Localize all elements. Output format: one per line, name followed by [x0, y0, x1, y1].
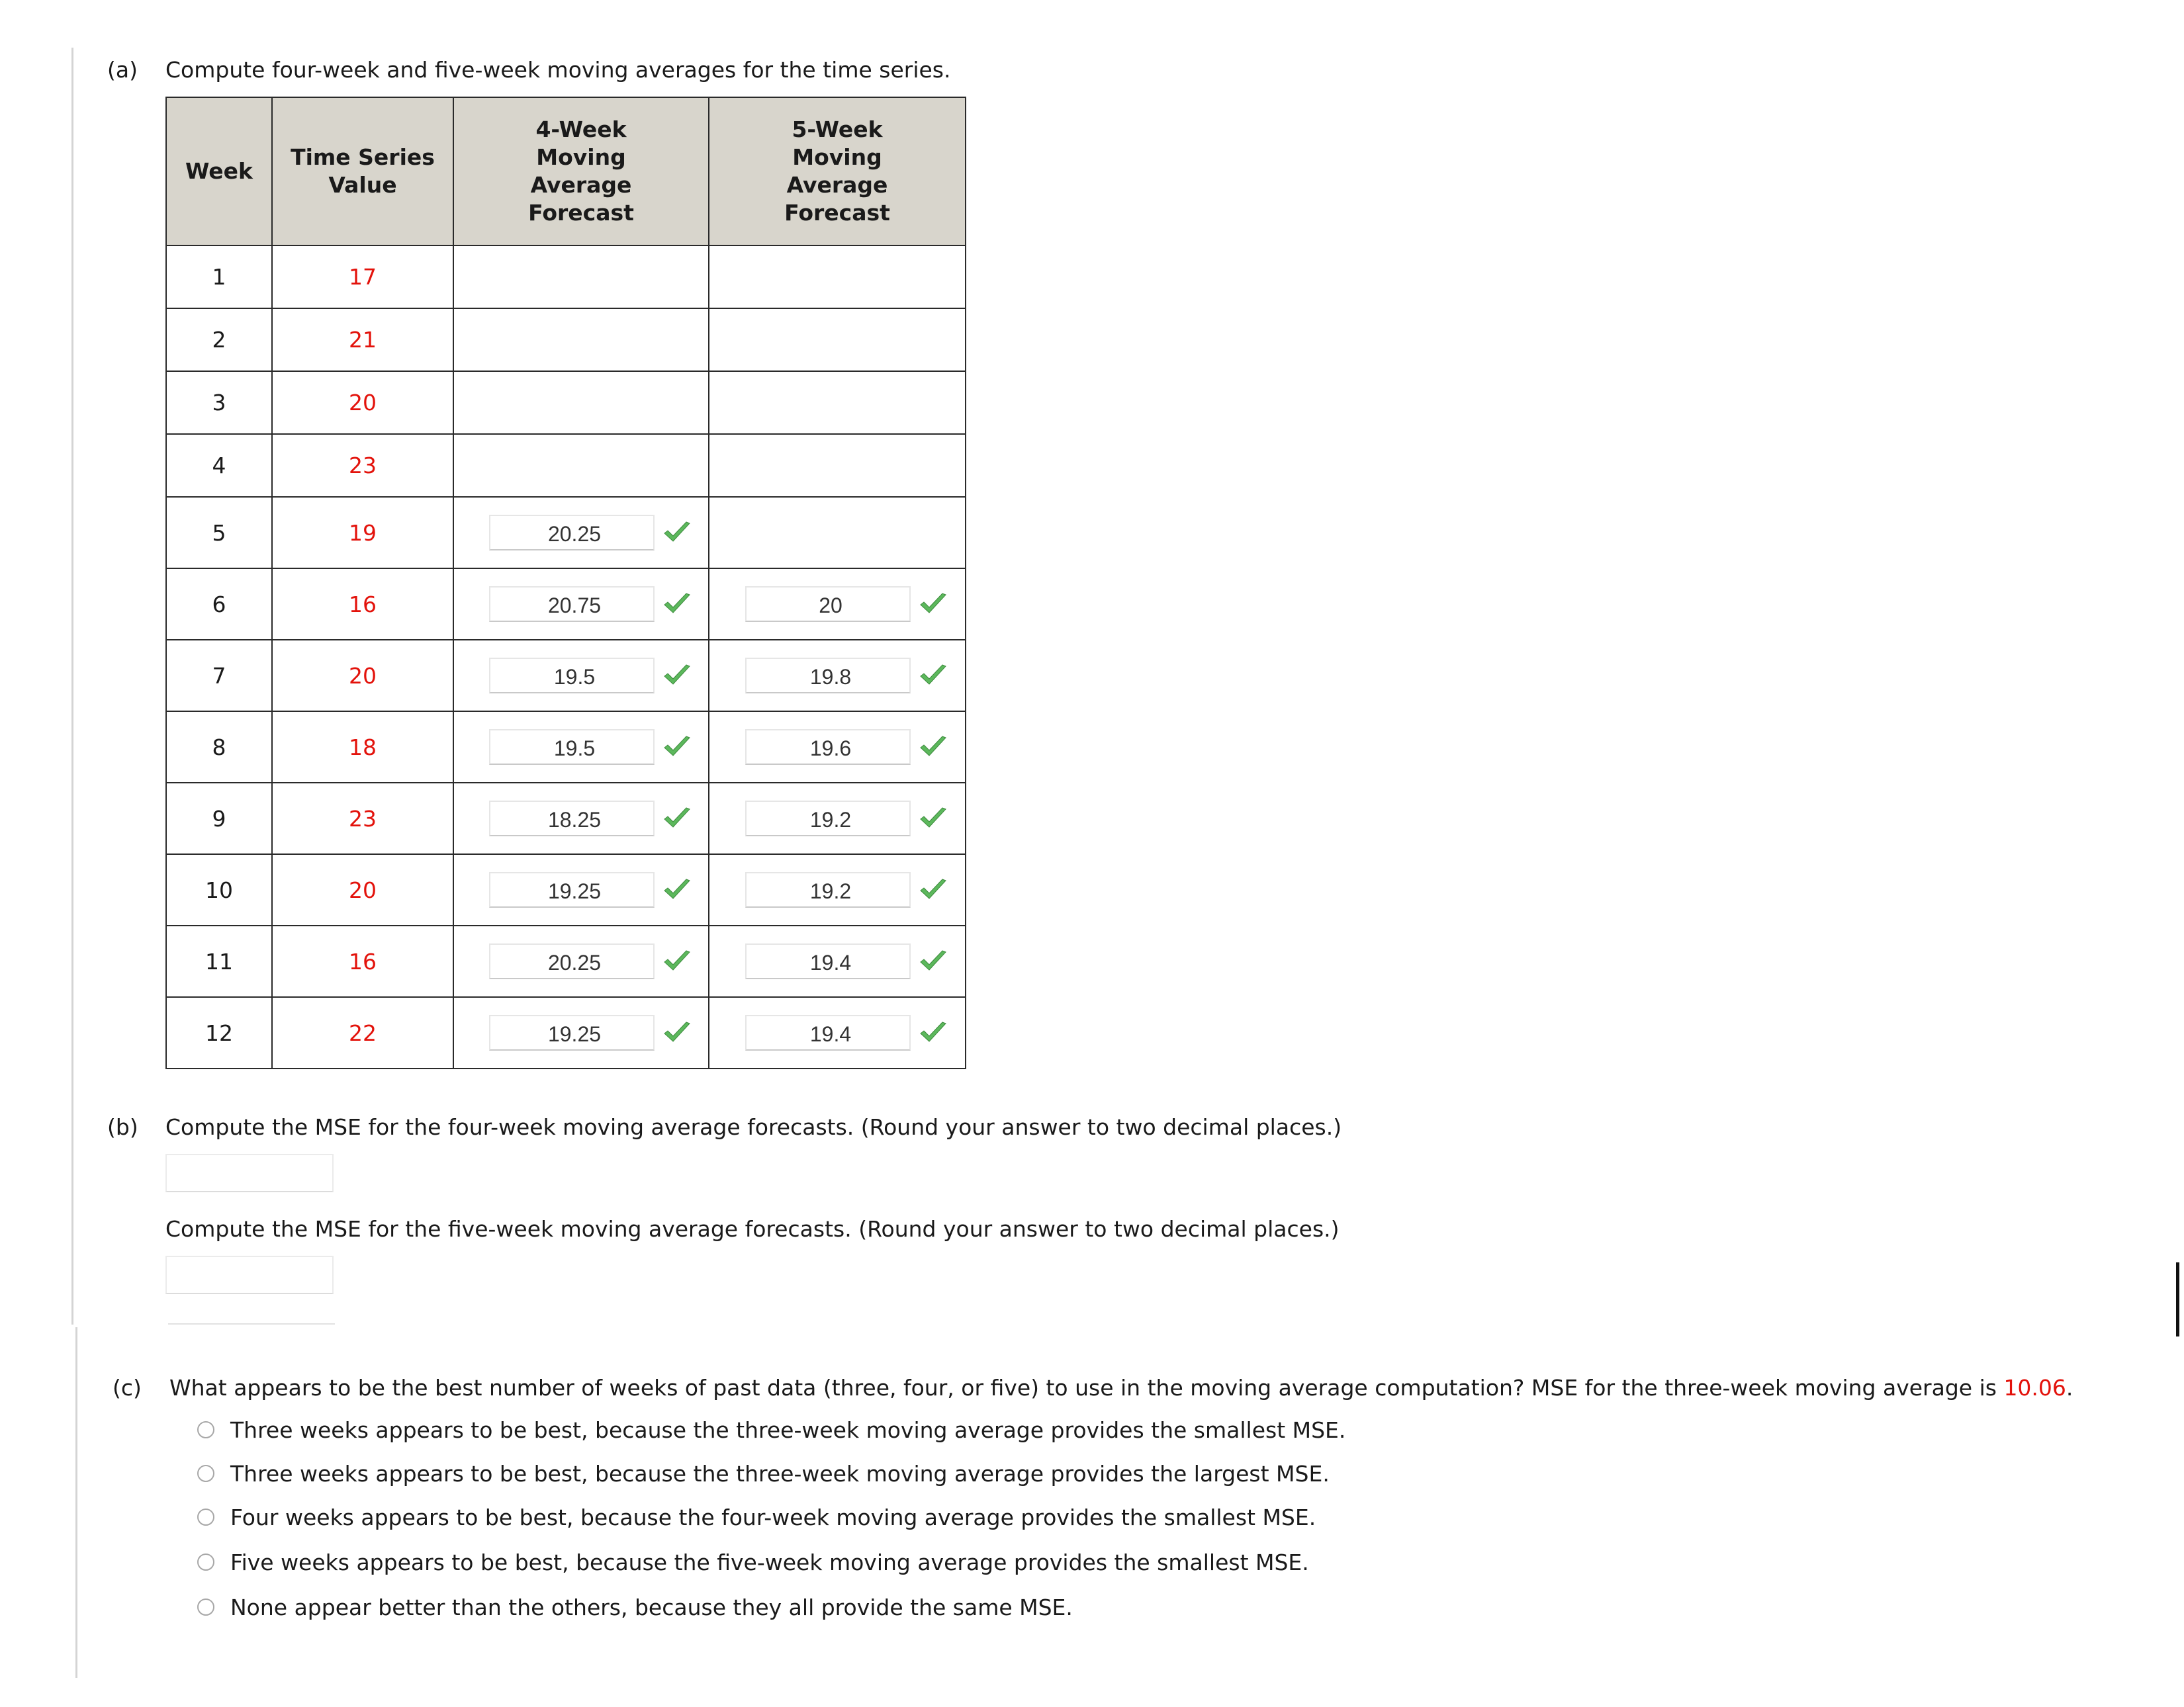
ma5-forecast-input[interactable]: 19.6 — [745, 729, 911, 765]
ma4-forecast-cell — [453, 783, 709, 854]
time-series-value-cell: 23 — [272, 434, 453, 497]
check-icon — [662, 949, 692, 973]
ma5-forecast-cell — [709, 568, 966, 640]
table-row — [166, 371, 966, 434]
week-cell: 4 — [166, 434, 272, 497]
answer-option-label: None appear better than the others, because they all provide the same MSE. — [230, 1595, 1073, 1620]
time-series-value-cell: 18 — [272, 711, 453, 783]
ma4-forecast-input[interactable]: 19.25 — [489, 872, 655, 908]
radio-button[interactable] — [197, 1598, 214, 1616]
ma4-forecast-cell — [453, 711, 709, 783]
check-icon — [662, 1021, 692, 1045]
ma5-forecast-cell — [709, 434, 966, 497]
ma4-forecast-cell — [453, 854, 709, 926]
ma5-forecast-cell — [709, 497, 966, 568]
check-icon — [662, 807, 692, 830]
ma5-forecast-input[interactable]: 19.2 — [745, 872, 911, 908]
moving-average-table — [165, 97, 966, 1069]
check-icon — [919, 807, 948, 830]
ma5-forecast-cell — [709, 997, 966, 1069]
part-c-text — [169, 1375, 2073, 1401]
check-icon — [662, 521, 692, 545]
answer-option-label: Four weeks appears to be best, because the four-week moving average provides the smallest MSE. — [230, 1505, 1316, 1530]
table-row — [166, 640, 966, 711]
time-series-value-cell: 23 — [272, 783, 453, 854]
table-row — [166, 711, 966, 783]
input-underline — [168, 1323, 335, 1325]
week-cell: 11 — [166, 926, 272, 997]
mse-5-week-input[interactable] — [165, 1256, 334, 1294]
header-5-week-ma: 5-Week Moving Average Forecast — [709, 97, 966, 245]
part-b-label: (b) — [107, 1114, 138, 1140]
table-row — [166, 308, 966, 371]
text-cursor — [2176, 1262, 2179, 1336]
week-cell: 8 — [166, 711, 272, 783]
time-series-value-cell: 19 — [272, 497, 453, 568]
check-icon — [919, 949, 948, 973]
time-series-value-cell: 20 — [272, 371, 453, 434]
week-cell: 2 — [166, 308, 272, 371]
table-row — [166, 783, 966, 854]
answer-option-label: Three weeks appears to be best, because the three-week moving average provides the smallest MSE. — [230, 1417, 1346, 1443]
ma4-forecast-cell — [453, 997, 709, 1069]
ma4-forecast-cell — [453, 926, 709, 997]
week-cell: 1 — [166, 245, 272, 308]
part-a-text: Compute four-week and five-week moving averages for the time series. — [165, 57, 951, 83]
radio-button[interactable] — [197, 1421, 214, 1438]
part-c-question-text: What appears to be the best number of weeks of past data (three, four, or five) to use in the moving average computation? MSE for the three-week moving average is — [169, 1375, 1997, 1401]
time-series-value-cell: 16 — [272, 568, 453, 640]
table-row — [166, 568, 966, 640]
answer-option-label: Five weeks appears to be best, because the five-week moving average provides the smallest MSE. — [230, 1550, 1309, 1575]
mse-4-week-input[interactable] — [165, 1154, 334, 1192]
check-icon — [662, 592, 692, 616]
week-cell: 12 — [166, 997, 272, 1069]
check-icon — [919, 664, 948, 687]
radio-button[interactable] — [197, 1554, 214, 1571]
week-cell: 5 — [166, 497, 272, 568]
week-cell: 10 — [166, 854, 272, 926]
ma4-forecast-input[interactable]: 18.25 — [489, 801, 655, 836]
ma5-forecast-cell — [709, 711, 966, 783]
ma4-forecast-input[interactable]: 19.25 — [489, 1015, 655, 1051]
left-border-line-lower — [75, 1327, 77, 1678]
time-series-value-cell: 20 — [272, 640, 453, 711]
ma5-forecast-input[interactable]: 19.2 — [745, 801, 911, 836]
radio-button[interactable] — [197, 1509, 214, 1526]
header-4-week-ma: 4-Week Moving Average Forecast — [453, 97, 709, 245]
table-row — [166, 434, 966, 497]
header-time-series-value: Time Series Value — [272, 97, 453, 245]
check-icon — [919, 878, 948, 902]
time-series-value-cell: 22 — [272, 997, 453, 1069]
ma5-forecast-input[interactable]: 19.8 — [745, 658, 911, 693]
left-border-line — [71, 48, 73, 1325]
ma4-forecast-cell — [453, 497, 709, 568]
part-b-q1-text: Compute the MSE for the four-week moving average forecasts. (Round your answer to two decimal places.) — [165, 1114, 1342, 1140]
check-icon — [662, 878, 692, 902]
check-icon — [662, 664, 692, 687]
table-row — [166, 997, 966, 1069]
answer-option-label: Three weeks appears to be best, because the three-week moving average provides the largest MSE. — [230, 1461, 1330, 1487]
time-series-value-cell: 20 — [272, 854, 453, 926]
time-series-value-cell: 16 — [272, 926, 453, 997]
ma4-forecast-cell — [453, 245, 709, 308]
ma5-forecast-input[interactable]: 19.4 — [745, 943, 911, 979]
table-header-row — [166, 97, 966, 245]
ma4-forecast-input[interactable]: 19.5 — [489, 729, 655, 765]
ma4-forecast-input[interactable]: 20.25 — [489, 943, 655, 979]
table-row — [166, 497, 966, 568]
radio-button[interactable] — [197, 1465, 214, 1482]
week-cell: 3 — [166, 371, 272, 434]
ma5-forecast-cell — [709, 308, 966, 371]
check-icon — [919, 1021, 948, 1045]
ma5-forecast-cell — [709, 640, 966, 711]
time-series-value-cell: 21 — [272, 308, 453, 371]
ma5-forecast-cell — [709, 371, 966, 434]
check-icon — [919, 735, 948, 759]
time-series-value-cell: 17 — [272, 245, 453, 308]
week-cell: 7 — [166, 640, 272, 711]
ma4-forecast-cell — [453, 371, 709, 434]
ma4-forecast-input[interactable]: 20.75 — [489, 586, 655, 622]
ma5-forecast-input[interactable]: 19.4 — [745, 1015, 911, 1051]
ma5-forecast-cell — [709, 783, 966, 854]
ma4-forecast-cell — [453, 308, 709, 371]
ma4-forecast-cell — [453, 568, 709, 640]
check-icon — [919, 592, 948, 616]
table-row — [166, 854, 966, 926]
ma4-forecast-cell — [453, 640, 709, 711]
mse-three-week-value: 10.06 — [2003, 1375, 2066, 1401]
ma4-forecast-input[interactable]: 19.5 — [489, 658, 655, 693]
part-b-q2-text: Compute the MSE for the five-week moving average forecasts. (Round your answer to two decimal places.) — [165, 1216, 1340, 1242]
ma5-forecast-cell — [709, 854, 966, 926]
table-row — [166, 926, 966, 997]
table-row — [166, 245, 966, 308]
week-cell: 9 — [166, 783, 272, 854]
check-icon — [662, 735, 692, 759]
ma4-forecast-input[interactable]: 20.25 — [489, 515, 655, 550]
week-cell: 6 — [166, 568, 272, 640]
part-a-label: (a) — [107, 57, 138, 83]
ma5-forecast-cell — [709, 245, 966, 308]
header-week: Week — [166, 97, 272, 245]
ma4-forecast-cell — [453, 434, 709, 497]
ma5-forecast-cell — [709, 926, 966, 997]
ma5-forecast-input[interactable]: 20 — [745, 586, 911, 622]
question-period: . — [2066, 1375, 2073, 1401]
part-c-label: (c) — [113, 1375, 142, 1401]
